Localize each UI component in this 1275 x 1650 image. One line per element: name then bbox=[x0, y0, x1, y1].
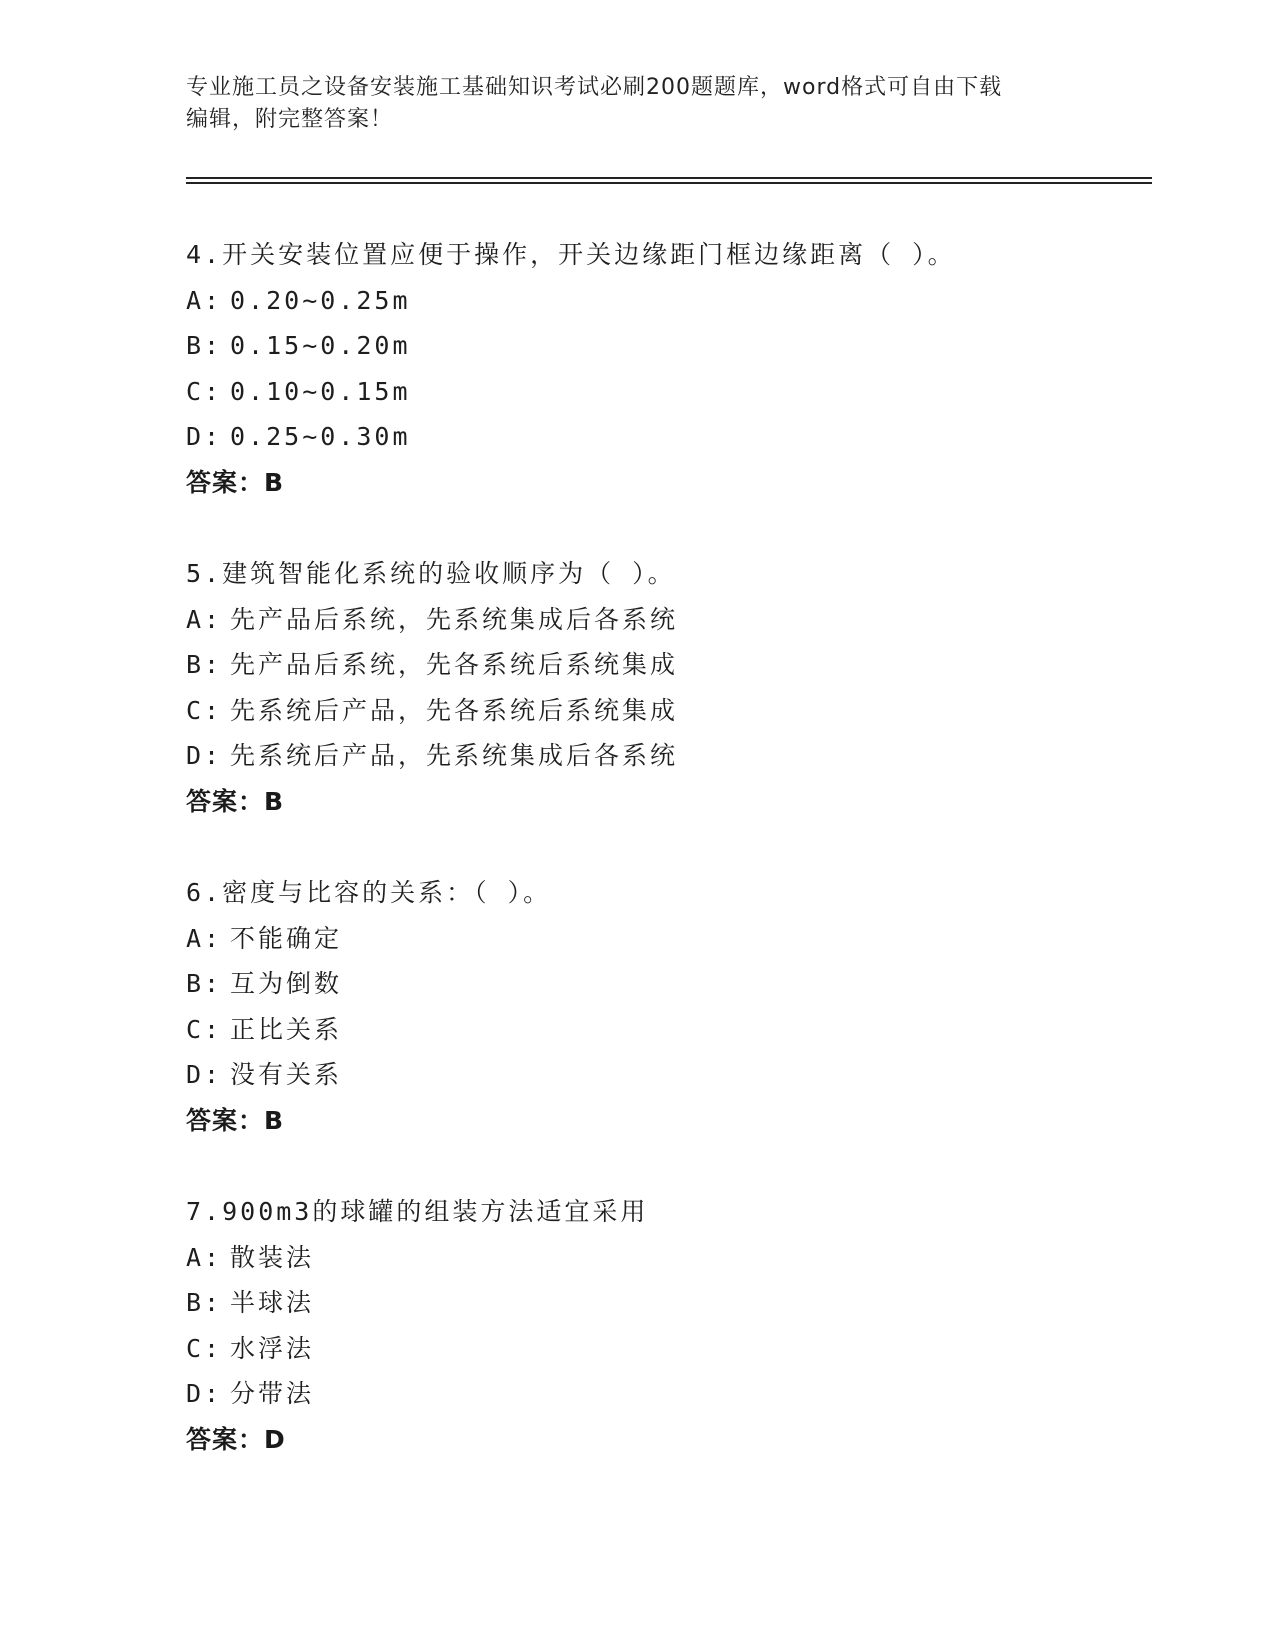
question-6 bbox=[186, 870, 1146, 1143]
option-c bbox=[186, 369, 1146, 415]
option-a bbox=[186, 916, 1146, 962]
header-line-2: 编辑，附完整答案！ bbox=[186, 107, 394, 132]
option-text: 先系统后产品，先各系统后系统集成 bbox=[230, 695, 679, 725]
option-text: 散装法 bbox=[230, 1242, 315, 1272]
question-5 bbox=[186, 551, 1146, 824]
option-b bbox=[186, 642, 1146, 688]
document-header bbox=[186, 72, 1066, 136]
option-key: B: bbox=[186, 1288, 223, 1317]
option-key: C: bbox=[186, 695, 223, 725]
option-d bbox=[186, 1371, 1146, 1417]
option-text: 先系统后产品，先系统集成后各系统 bbox=[230, 741, 679, 770]
option-key: D: bbox=[186, 1060, 223, 1089]
answer: 答案：B bbox=[186, 467, 285, 497]
header-line-1: 专业施工员之设备安装施工基础知识考试必刷200题题库，word格式可自由下载 bbox=[186, 75, 1003, 100]
answer: 答案：B bbox=[186, 786, 285, 816]
option-a bbox=[186, 1235, 1146, 1281]
option-text: 没有关系 bbox=[230, 1060, 343, 1089]
option-text: 正比关系 bbox=[230, 1014, 343, 1044]
option-text: 半球法 bbox=[230, 1288, 315, 1317]
answer: 答案：B bbox=[186, 1105, 285, 1135]
option-text: 分带法 bbox=[230, 1379, 315, 1408]
option-c bbox=[186, 1326, 1146, 1372]
option-text: 先产品后系统，先各系统后系统集成 bbox=[230, 650, 679, 679]
option-key: C: bbox=[186, 376, 223, 406]
question-stem: 6.密度与比容的关系：（ ）。 bbox=[186, 878, 552, 907]
question-4 bbox=[186, 232, 1146, 505]
option-text: 0.10~0.15m bbox=[230, 376, 411, 406]
question-stem: 7.900m3的球罐的组装方法适宜采用 bbox=[186, 1197, 649, 1226]
option-key: D: bbox=[186, 422, 223, 451]
option-text: 互为倒数 bbox=[230, 969, 343, 998]
option-key: C: bbox=[186, 1333, 223, 1363]
option-c bbox=[186, 1007, 1146, 1053]
option-key: B: bbox=[186, 650, 223, 679]
option-key: B: bbox=[186, 969, 223, 998]
question-7 bbox=[186, 1189, 1146, 1462]
option-key: C: bbox=[186, 1014, 223, 1044]
question-stem: 4.开关安装位置应便于操作，开关边缘距门框边缘距离（ ）。 bbox=[186, 240, 956, 269]
option-b bbox=[186, 1280, 1146, 1326]
option-text: 先产品后系统，先系统集成后各系统 bbox=[230, 604, 679, 634]
option-text: 0.25~0.30m bbox=[230, 422, 411, 451]
option-text: 0.20~0.25m bbox=[230, 285, 411, 315]
option-d bbox=[186, 1052, 1146, 1098]
option-c bbox=[186, 688, 1146, 734]
option-b bbox=[186, 961, 1146, 1007]
header-divider-bottom bbox=[186, 182, 1152, 184]
option-key: D: bbox=[186, 741, 223, 770]
option-key: A: bbox=[186, 285, 223, 315]
option-key: A: bbox=[186, 604, 223, 634]
option-text: 0.15~0.20m bbox=[230, 331, 411, 360]
header-divider-top bbox=[186, 177, 1152, 179]
option-key: D: bbox=[186, 1379, 223, 1408]
option-key: A: bbox=[186, 1242, 223, 1272]
option-text: 不能确定 bbox=[230, 923, 343, 953]
option-key: B: bbox=[186, 331, 223, 360]
option-a bbox=[186, 597, 1146, 643]
option-d bbox=[186, 414, 1146, 460]
option-b bbox=[186, 323, 1146, 369]
option-a bbox=[186, 278, 1146, 324]
option-text: 水浮法 bbox=[230, 1333, 315, 1363]
answer: 答案：D bbox=[186, 1424, 286, 1454]
option-key: A: bbox=[186, 923, 223, 953]
question-stem: 5.建筑智能化系统的验收顺序为（ ）。 bbox=[186, 559, 676, 588]
option-d bbox=[186, 733, 1146, 779]
